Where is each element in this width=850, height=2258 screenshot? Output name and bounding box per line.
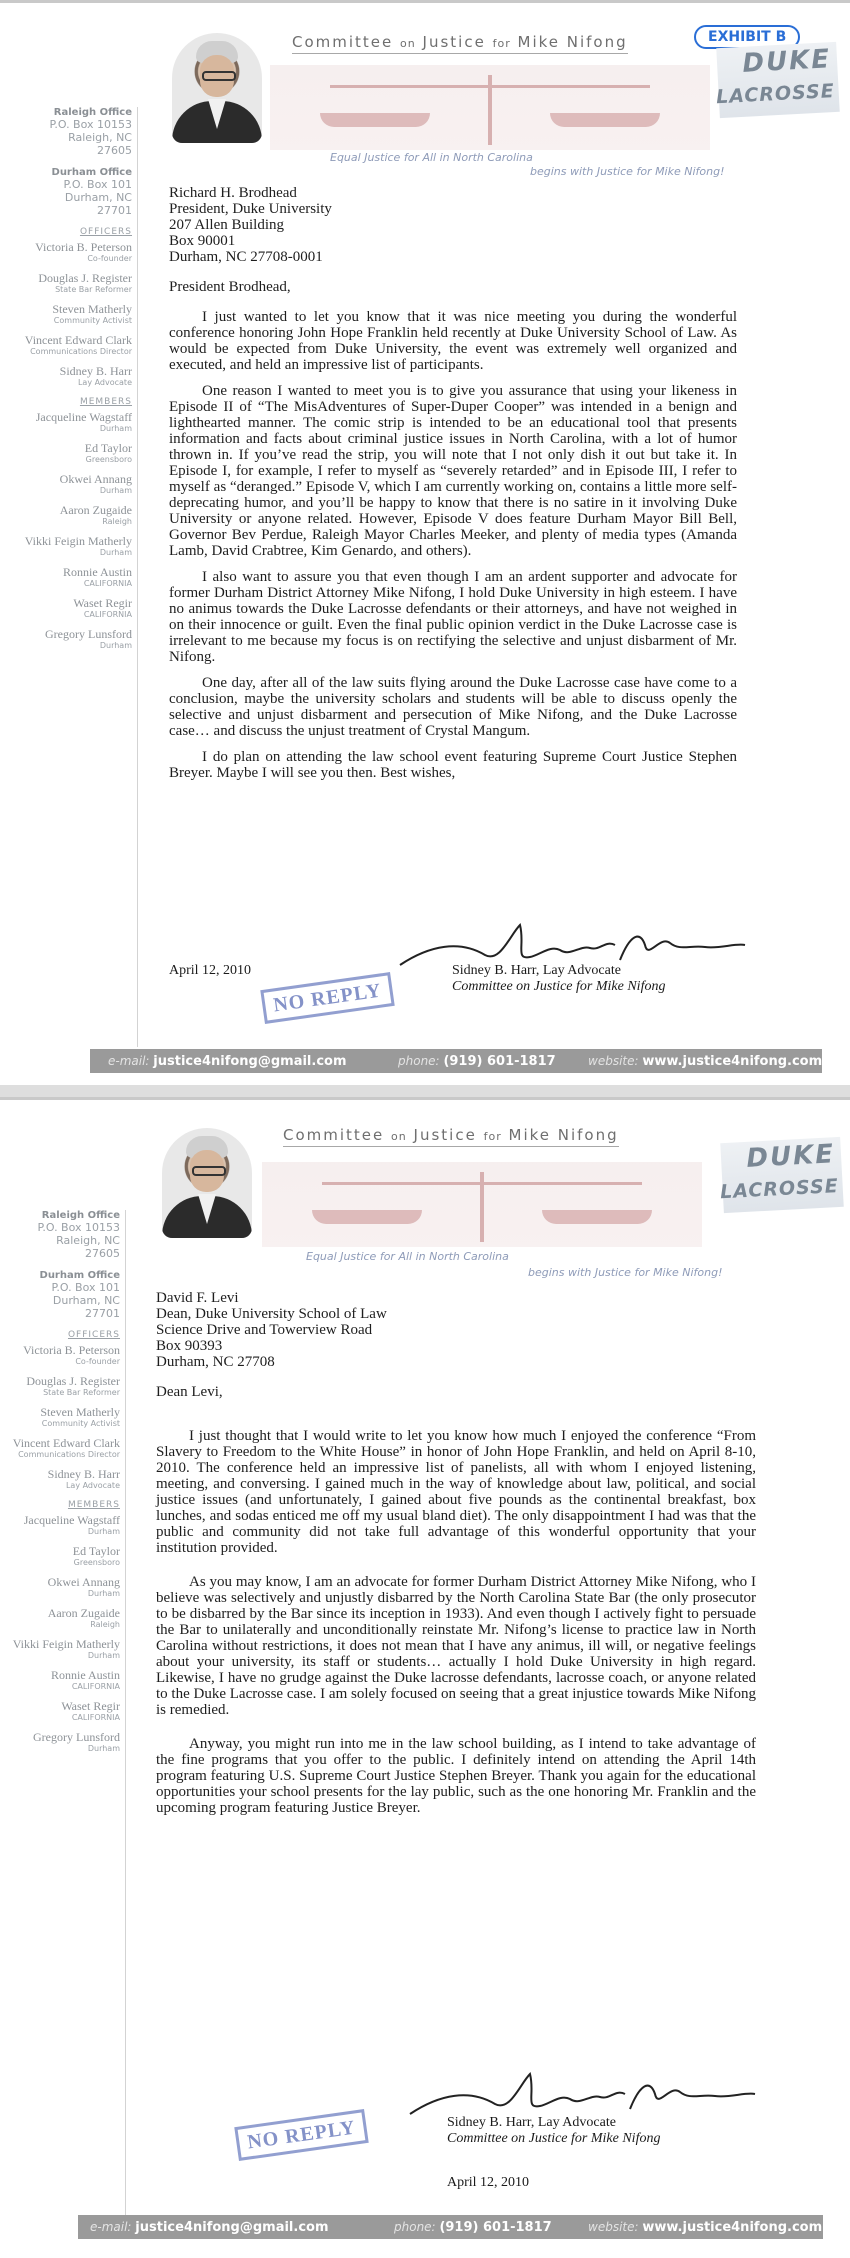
durham-office-label: Durham Office [39, 1270, 120, 1281]
website-link[interactable]: www.justice4nifong.com [642, 2220, 823, 2235]
tagline-right: begins with Justice for Mike Nifong! [528, 1266, 723, 1279]
durham-office-label: Durham Office [51, 167, 132, 178]
letter-date: April 12, 2010 [447, 2175, 530, 2190]
tagline-right: begins with Justice for Mike Nifong! [530, 165, 725, 178]
paragraph: I also want to assure you that even though I am an ardent supporter and advocate for former Durham District Attorney Mike Nifong, I hold Duke University in high esteem. I have no animus towards the Duke Lacrosse defendants or their attorneys, and have not weighed in on their innocence or guilt. Even the final public opinion verdict in the Duke Lacrosse case is irrelevant to me because my focus is on rectifying the selective and unjust disbarment of Mr. Nifong. [169, 569, 737, 665]
members-heading: MEMBERS [79, 397, 132, 407]
no-reply-stamp: NO REPLY [260, 972, 394, 1024]
tagline-left: Equal Justice for All in North Carolina [330, 151, 533, 164]
letter-body [156, 1290, 756, 1826]
scales-of-justice-watermark [262, 1162, 702, 1247]
paragraph: One reason I wanted to meet you is to give you assurance that using your likeness in Episode II of “The MisAdventures of Super-Duper Cooper” was intended in a benign and lighthearted manner. The comic strip is intended to be an educational tool that presents information and facts about criminal justice issues in North Carolina, with a lot of humor thrown in. If you’ve read the strip, you will note that I not only dish it out but take it. In Episode I, for example, I refer to myself as “severely retarded” and in Episode III, I refer to myself as “deranged.” Episode V, which I am currently working on, contains a little more self-deprecating humor, and you’ll be happy to know that there is no satire in it involving Duke University or anyone related. However, Episode V does feature Durham Mayor Bill Bell, Governor Bev Perdue, Raleigh Mayor Charles Meeker, and plenty of media types (Amanda Lamb, David Crabtree, Kim Genardo, and others). [169, 383, 737, 559]
recipient-address: Richard H. Brodhead President, Duke University 207 Allen Building Box 90001 Durham, NC 27708-0001 [169, 185, 332, 265]
contact-footer: e-mail: justice4nifong@gmail.com phone: (919) 601-1817 website: www.justice4nifong.com [78, 2215, 823, 2239]
duke-lacrosse-logo: DUKE LACROSSE [716, 42, 839, 118]
raleigh-office-label: Raleigh Office [41, 1210, 120, 1221]
signature-block: Sidney B. Harr, Lay Advocate Committee on Justice for Mike Nifong [452, 963, 666, 994]
raleigh-office-label: Raleigh Office [53, 107, 132, 118]
letter-brodhead [0, 0, 850, 1088]
advocate-photo [172, 33, 262, 143]
phone-number: (919) 601-1817 [439, 2220, 552, 2235]
contact-footer: e-mail: justice4nifong@gmail.com phone: (919) 601-1817 website: www.justice4nifong.com [90, 1049, 822, 1073]
email-link[interactable]: justice4nifong@gmail.com [153, 1054, 347, 1069]
sidebar-roster: Raleigh Office P.O. Box 10153 Raleigh, NC 27605 Durham Office P.O. Box 101 Durham, NC 27701 OFFICERS Victoria B. Peterson Co-founder Douglas J. Register State Bar Reformer Steven Matherly Community Activist Vincent Edward Clark Communications Director Sidney B. Harr Lay Advocate MEMBERS Jacqueline Wagstaff Durham Ed Taylor Greensboro Okwei Annang Durham Aaron Zugaide Raleigh Vikki Feigin Matherly Durham Ronnie Austin CALIFORNIA Waset Regir CALIFORNIA Gregory Lunsford Durham [0, 107, 132, 659]
paragraph: As you may know, I am an advocate for former Durham District Attorney Mike Nifong, who I believe was selectively and unjustly disbarred by the North Carolina State Bar (the only prosecutor to be disbarred by the Bar since its inception in 1933). And even though I actively fight to persuade the Bar to unilaterally and unconditionally reinstate Mr. Nifong’s license to practice law in North Carolina without restrictions, it does not mean that I have any animus, ill will, or negative feelings about your university, its staff or students… actually I hold Duke University in high regard. Likewise, I have no grudge against the Duke lacrosse defendants, lacrosse coach, or anyone related to the Duke Lacrosse case. I am solely focused on seeing that a great injustice towards Mike Nifong is remedied. [156, 1574, 756, 1718]
page-separator [0, 1085, 850, 1097]
officers-heading: OFFICERS [79, 227, 132, 237]
exhibit-label: EXHIBIT B [694, 25, 800, 49]
committee-title: Committee on Justice for Mike Nifong [283, 1126, 619, 1147]
scales-of-justice-watermark [270, 65, 710, 150]
no-reply-stamp: NO REPLY [234, 2109, 368, 2161]
members-heading: MEMBERS [67, 1500, 120, 1510]
email-link[interactable]: justice4nifong@gmail.com [135, 2220, 329, 2235]
tagline-left: Equal Justice for All in North Carolina [306, 1250, 509, 1263]
paragraph: I just thought that I would write to let you know how much I enjoyed the conference “From Slavery to Freedom to the White House” in honor of John Hope Franklin, and held on April 8-10, 2010. The conference held an impressive list of panelists, all with whom I enjoyed listening, meeting, and conversing. I gained much in the way of knowledge about law, political, and social justice issues (and unfortunately, I gained about five pounds as the continental breakfast, box lunches, and sodas enticed me off my usual bland diet). The only disappointment I had was that the public and community did not take full advantage of this wonderful opportunity that your institution provided. [156, 1428, 756, 1556]
phone-number: (919) 601-1817 [443, 1054, 556, 1069]
website-link[interactable]: www.justice4nifong.com [642, 1054, 823, 1069]
salutation: Dean Levi, [156, 1384, 223, 1400]
paragraph: I do plan on attending the law school event featuring Supreme Court Justice Stephen Breyer. Maybe I will see you then. Best wishes, [169, 749, 737, 781]
salutation: President Brodhead, [169, 279, 291, 295]
letter-body [169, 185, 737, 791]
paragraph: One day, after all of the law suits flying around the Duke Lacrosse case have come to a conclusion, maybe the university scholars and students will be able to discuss openly the selective and unjust disbarment and persecution of Mike Nifong, and the Duke Lacrosse case… and discuss the unjust treatment of Crystal Mangum. [169, 675, 737, 739]
signature-block: Sidney B. Harr, Lay Advocate Committee on Justice for Mike Nifong [447, 2115, 661, 2146]
letter-levi [0, 1097, 850, 2258]
paragraph: Anyway, you might run into me in the law school building, as I intend to take advantage of the fine programs that you offer to the public. I definitely intend on attending the April 14th program featuring U.S. Supreme Court Justice Stephen Breyer. Thank you again for the educational opportunities your school presents for the lay public, such as the one honoring Mr. Franklin and the upcoming program featuring Justice Breyer. [156, 1736, 756, 1816]
advocate-photo [162, 1128, 252, 1238]
officers-heading: OFFICERS [67, 1330, 120, 1340]
letter-date: April 12, 2010 [169, 963, 252, 978]
recipient-address: David F. Levi Dean, Duke University School of Law Science Drive and Towerview Road Box 90393 Durham, NC 27708 [156, 1290, 387, 1370]
sidebar-roster: Raleigh Office P.O. Box 10153 Raleigh, NC 27605 Durham Office P.O. Box 101 Durham, NC 27701 OFFICERS Victoria B. Peterson Co-founder Douglas J. Register State Bar Reformer Steven Matherly Community Activist Vincent Edward Clark Communications Director Sidney B. Harr Lay Advocate MEMBERS Jacqueline Wagstaff Durham Ed Taylor Greensboro Okwei Annang Durham Aaron Zugaide Raleigh Vikki Feigin Matherly Durham Ronnie Austin CALIFORNIA Waset Regir CALIFORNIA Gregory Lunsford Durham [0, 1210, 120, 1762]
committee-title: Committee on Justice for Mike Nifong [292, 33, 628, 54]
paragraph: I just wanted to let you know that it was nice meeting you during the wonderful conference honoring John Hope Franklin held recently at Duke University School of Law. As would be expected from Duke University, the event was extremely well organized and executed, and held an impressive list of participants. [169, 309, 737, 373]
duke-lacrosse-logo: DUKE LACROSSE [720, 1137, 843, 1213]
